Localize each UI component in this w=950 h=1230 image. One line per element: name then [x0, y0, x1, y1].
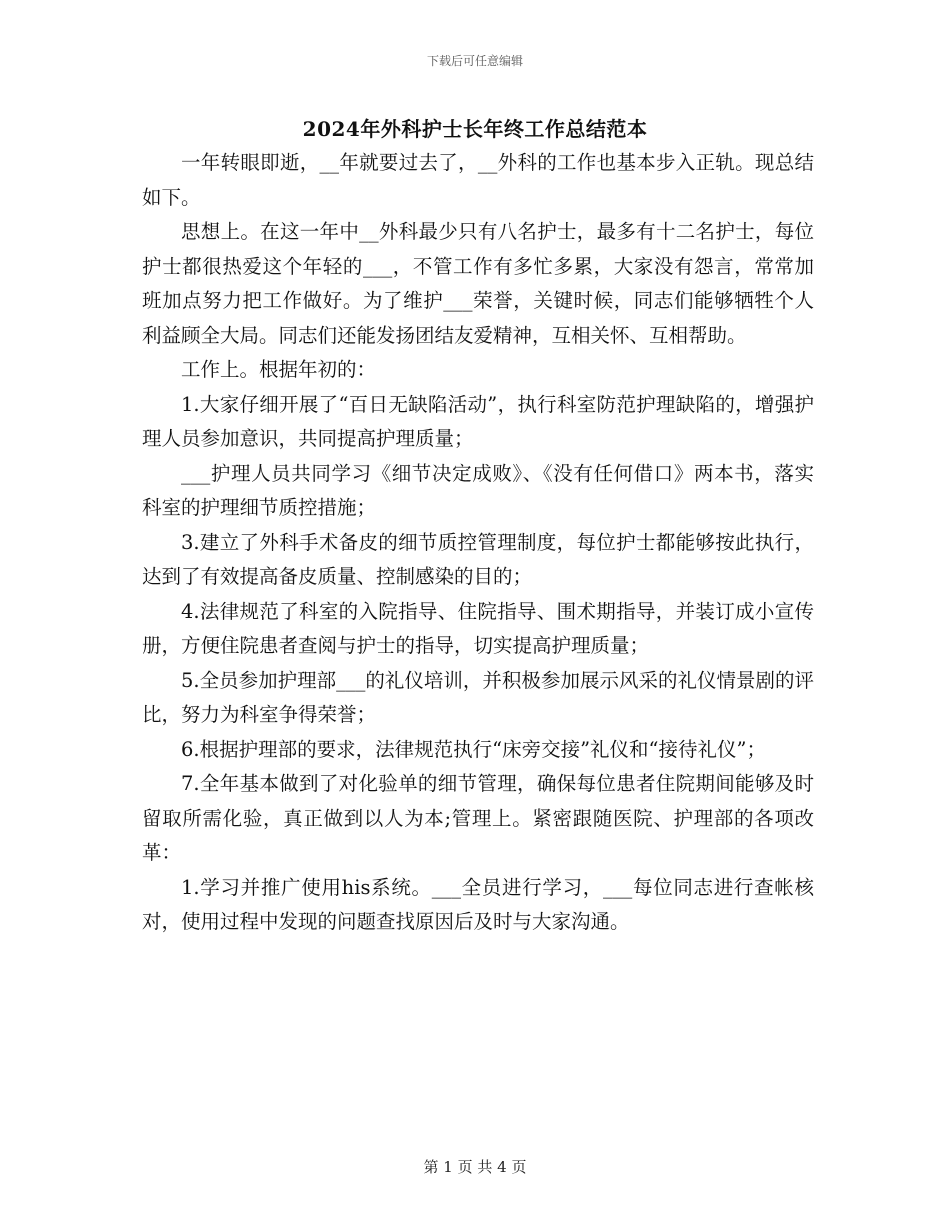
paragraph: 思想上。在这一年中__外科最少只有八名护士，最多有十二名护士，每位护士都很热爱这个年轻的___，不管工作有多忙多累，大家没有怨言，常常加班加点努力把工作做好。为了维护___荣誉，关键时候，同志们能够牺牲个人利益顾全大局。同志们还能发扬团结友爱精神，互相关怀、互相帮助。 [142, 220, 814, 347]
paragraph: 一年转眼即逝，__年就要过去了，__外科的工作也基本步入正轨。现总结如下。 [142, 151, 814, 209]
paragraph: 1.大家仔细开展了“百日无缺陷活动”，执行科室防范护理缺陷的，增强护理人员参加意识，共同提高护理质量； [142, 392, 814, 450]
page-number: 第 1 页 共 4 页 [423, 1158, 527, 1176]
paragraph: 工作上。根据年初的： [181, 358, 377, 381]
document-body [142, 146, 814, 940]
document-title: 2024年外科护士长年终工作总结范本 [302, 117, 648, 141]
paragraph: 3.建立了外科手术备皮的细节质控管理制度，每位护士都能够按此执行，达到了有效提高备皮质量、控制感染的目的； [142, 530, 814, 588]
paragraph: 7.全年基本做到了对化验单的细节管理，确保每位患者住院期间能够及时留取所需化验，真正做到以人为本;管理上。紧密跟随医院、护理部的各项改革： [142, 772, 814, 864]
paragraph: 5.全员参加护理部___的礼仪培训，并积极参加展示风采的礼仪情景剧的评比，努力为科室争得荣誉； [142, 668, 814, 726]
paragraph: 6.根据护理部的要求，法律规范执行“床旁交接”礼仪和“接待礼仪”； [181, 737, 766, 761]
paragraph: 4.法律规范了科室的入院指导、住院指导、围术期指导，并装订成小宣传册，方便住院患者查阅与护士的指导，切实提高护理质量； [142, 599, 814, 657]
page-header-note: 下载后可任意编辑 [426, 54, 523, 68]
paragraph: 1.学习并推广使用his系统。___全员进行学习，___每位同志进行查帐核对，使用过程中发现的问题查找原因后及时与大家沟通。 [142, 875, 814, 933]
paragraph: ___护理人员共同学习《细节决定成败》、《没有任何借口》两本书，落实科室的护理细节质控措施； [142, 461, 814, 519]
